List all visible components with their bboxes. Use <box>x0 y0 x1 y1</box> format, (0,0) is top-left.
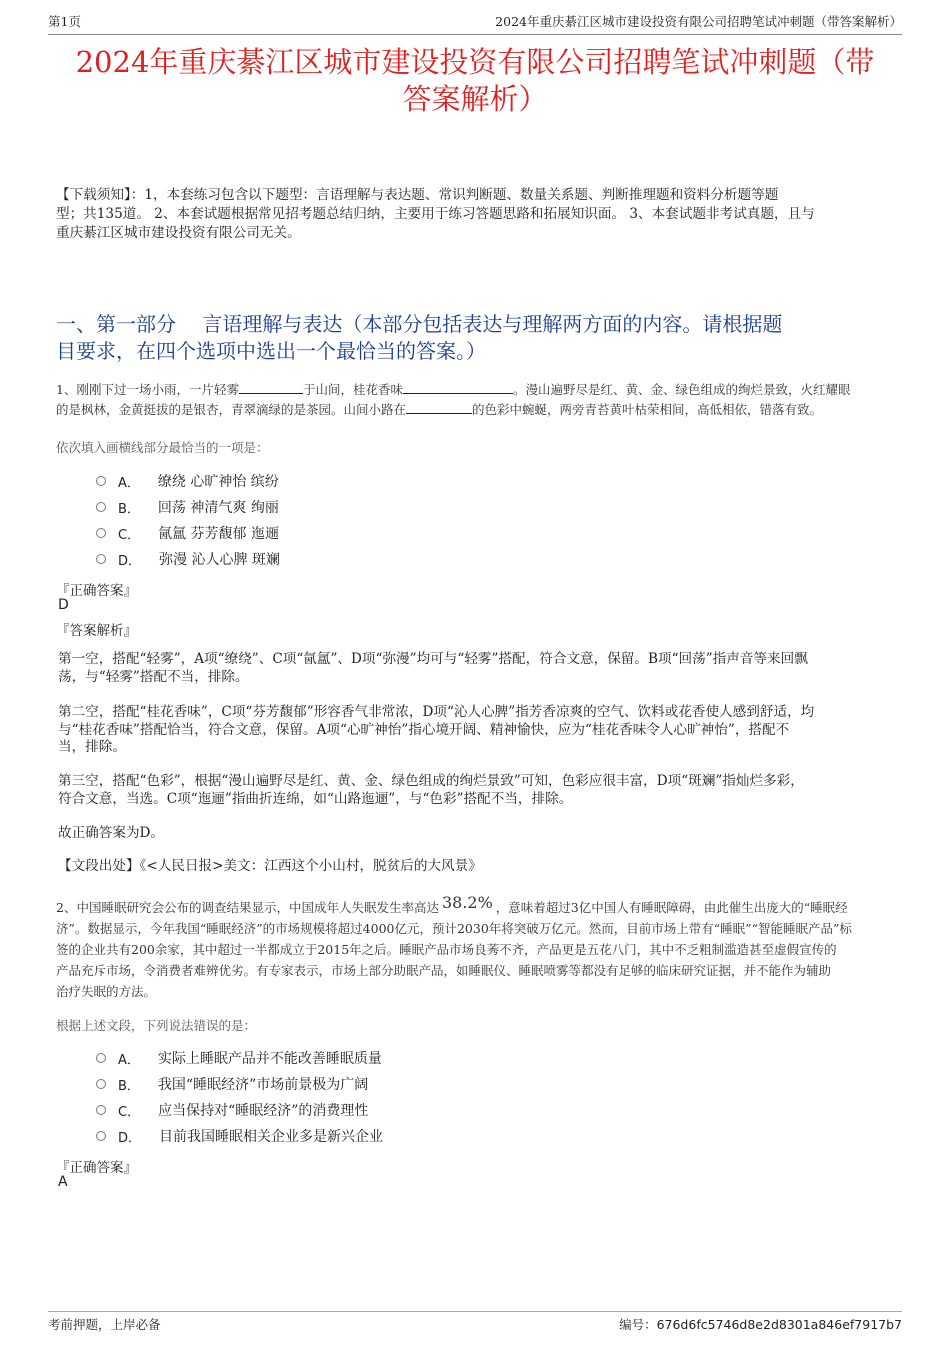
radio-icon[interactable] <box>96 1079 106 1089</box>
header-doc-title: 2024年重庆綦江区城市建设投资有限公司招聘笔试冲刺题（带答案解析） <box>495 14 902 29</box>
q1-analysis-para-4: 故正确答案为D。 <box>58 825 165 841</box>
radio-icon[interactable] <box>96 1053 106 1063</box>
radio-icon[interactable] <box>96 476 106 486</box>
q1-analysis-label: 『答案解析』 <box>56 623 137 639</box>
radio-icon[interactable] <box>96 1131 106 1141</box>
q1-option-c[interactable]: C． 氤氲 芬芳馥郁 迤逦 <box>96 523 279 543</box>
q2-option-c[interactable]: C． 应当保持对“睡眠经济”的消费理性 <box>96 1100 368 1120</box>
q2-option-a[interactable]: A． 实际上睡眠产品并不能改善睡眠质量 <box>96 1048 382 1068</box>
page-number: 第1页 <box>48 14 81 29</box>
footer-serial: 编号：676d6fc5746d8e2d8301a846ef7917b7 <box>619 1317 902 1332</box>
question-1-stem: 1、刚刚下过一场小雨，一片轻雾 于山间，桂花香味 。漫山遍野尽是红、黄、金、绿色组成的绚烂景致，火红耀眼 的是枫林，金黄挺拔的是银杏，青翠滴绿的是茶园。山间小路在 的色彩中蜿蜒，两旁青苔黄叶枯荣相间，高低相依，错落有致。 <box>56 382 851 417</box>
q1-analysis-para-2: 第二空，搭配“桂花香味”，C项“芬芳馥郁”形容香气非常浓，D项“沁人心脾”指芳香凉爽的空气、饮料或花香使人感到舒适，均 与“桂花香味”搭配恰当，符合文意，保留。A项“心旷神怡”指心境开阔、精神愉快，应为“桂花香味令人心旷神怡”，搭配不 当，排除。 <box>58 704 815 755</box>
blank-2 <box>403 381 513 394</box>
radio-icon[interactable] <box>96 554 106 564</box>
radio-icon[interactable] <box>96 502 106 512</box>
percent-value: 38.2% <box>441 893 493 912</box>
question-1-prompt: 依次填入画横线部分最恰当的一项是： <box>56 440 269 455</box>
document-title: 2024年重庆綦江区城市建设投资有限公司招聘笔试冲刺题（带 答案解析） <box>75 45 875 116</box>
q1-option-d[interactable]: D． 弥漫 沁人心脾 斑斓 <box>96 549 280 569</box>
q2-option-b[interactable]: B． 我国“睡眠经济”市场前景极为广阔 <box>96 1074 368 1094</box>
q1-analysis-para-3: 第三空，搭配“色彩”，根据“漫山遍野尽是红、黄、金、绿色组成的绚烂景致”可知，色彩应很丰富，D项“斑斓”指灿烂多彩， 符合文意，当选。C项“迤逦”指曲折连绵，如“山路迤逦”，与“色彩”搭配不当，排除。 <box>58 773 804 807</box>
q1-answer: D <box>58 597 69 613</box>
q1-source: 【文段出处】《<人民日报>美文：江西这个小山村，脱贫后的大风景》 <box>58 858 482 874</box>
question-2-stem: 2、中国睡眠研究会公布的调查结果显示，中国成年人失眠发生率高达 38.2% ，意味着超过3亿中国人有睡眠障碍，由此催生出庞大的“睡眠经 济”。数据显示，今年我国“睡眠经济”的市场规模将超过4000亿元，预计2030年将突破万亿元。然而，目前市场上带有“睡眠”“智能睡眠产品”标 签的企业共有200余家，其中超过一半都成立于2015年之后。睡眠产品市场良莠不齐，产品更是五花八门，其中不乏粗制滥造甚至虚假宣传的 产品充斥市场，令消费者难辨优劣。有专家表示，市场上部分助眠产品，如睡眠仪、睡眠喷雾等都没有足够的临床研究证据，并不能作为辅助 治疗失眠的方法。 <box>56 893 852 999</box>
radio-icon[interactable] <box>96 1105 106 1115</box>
blank-3 <box>406 401 472 414</box>
blank-1 <box>239 381 303 394</box>
q1-option-a[interactable]: A． 缭绕 心旷神怡 缤纷 <box>96 471 279 491</box>
footer-slogan: 考前押题，上岸必备 <box>48 1317 161 1332</box>
footer-divider <box>48 1311 902 1312</box>
question-2-prompt: 根据上述文段，下列说法错误的是： <box>56 1018 257 1033</box>
q2-option-d[interactable]: D． 目前我国睡眠相关企业多是新兴企业 <box>96 1126 383 1146</box>
q2-answer-label: 『正确答案』 <box>56 1160 137 1176</box>
page-header <box>48 12 902 35</box>
radio-icon[interactable] <box>96 528 106 538</box>
q1-analysis-para-1: 第一空，搭配“轻雾”，A项“缭绕”、C项“氤氲”、D项“弥漫”均可与“轻雾”搭配，符合文意，保留。B项“回荡”指声音等来回飘 荡，与“轻雾”搭配不当，排除。 <box>58 651 808 685</box>
q1-option-b[interactable]: B． 回荡 神清气爽 绚丽 <box>96 497 279 517</box>
download-notice: 【下载须知】：1，本套练习包含以下题型：言语理解与表达题、常识判断题、数量关系题、判断推理题和资料分析题等题 型；共135道。 2、本套试题根据常见招考题总结归纳，主要用于练习答题思路和拓展知识面。 3、本套试题非考试真题，且与 重庆綦江区城市建设投资有限公司无关。 <box>56 187 815 241</box>
q1-answer-label: 『正确答案』 <box>56 583 137 599</box>
section-heading: 一、第一部分 言语理解与表达（本部分包括表达与理解两方面的内容。请根据题 目要求，在四个选项中选出一个最恰当的答案。） <box>56 312 783 363</box>
q2-answer: A <box>58 1174 68 1190</box>
